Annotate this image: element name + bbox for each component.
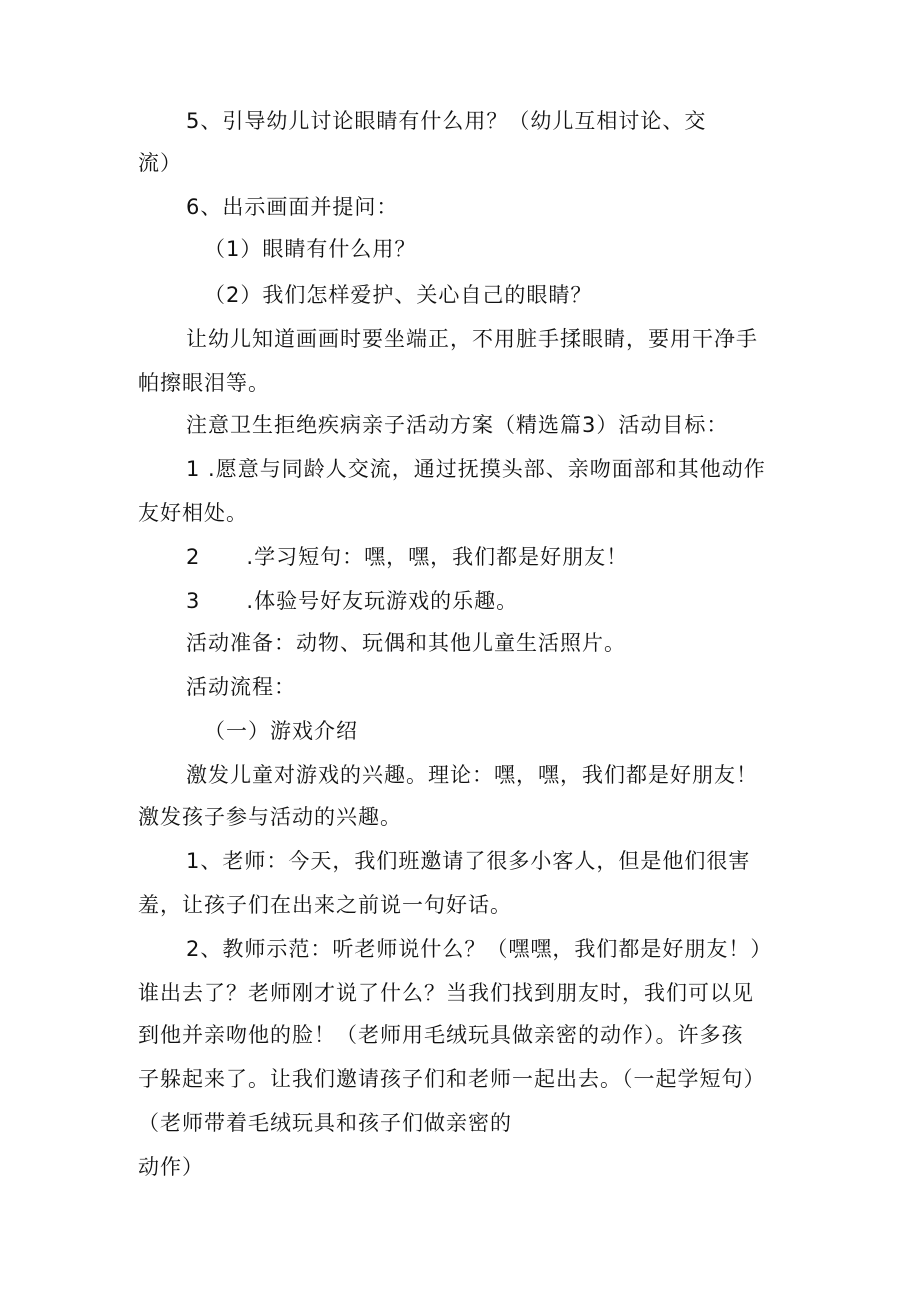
text-line: 动作） — [138, 1155, 204, 1179]
text-line: （老师带着毛绒玩具和孩子们做亲密的 — [138, 1111, 512, 1135]
text-line: 活动准备：动物、玩偶和其他儿童生活照片。 — [186, 631, 626, 655]
text-line: 注意卫生拒绝疾病亲子活动方案（精选篇3）活动目标： — [186, 413, 729, 437]
text-line: （2）我们怎样爱护、关心自己的眼睛？ — [204, 283, 593, 307]
text-line: （一）游戏介绍 — [204, 719, 358, 743]
text-line: 活动流程： — [186, 675, 296, 699]
text-line: 3 .体验号好友玩游戏的乐趣。 — [186, 589, 519, 613]
text-line: 友好相处。 — [138, 501, 248, 525]
text-line: 谁出去了？老师刚才说了什么？当我们找到朋友时，我们可以见 — [138, 981, 754, 1005]
text-line: 子躲起来了。让我们邀请孩子们和老师一起出去。（一起学短句） — [138, 1067, 766, 1091]
text-line: 帕擦眼泪等。 — [138, 371, 270, 395]
text-line: 激发儿童对游戏的兴趣。理论：嘿，嘿，我们都是好朋友！ — [186, 763, 758, 787]
text-line: 羞，让孩子们在出来之前说一句好话。 — [138, 893, 512, 917]
text-line: 1 .愿意与同龄人交流，通过抚摸头部、亲吻面部和其他动作 — [186, 457, 766, 481]
text-line: 5、引导幼儿讨论眼睛有什么用？（幼儿互相讨论、交 — [186, 109, 707, 133]
text-line: 流） — [138, 151, 182, 175]
text-line: 1、老师：今天，我们班邀请了很多小客人，但是他们很害 — [186, 849, 751, 873]
text-line: 激发孩子参与活动的兴趣。 — [138, 805, 402, 829]
text-line: 2 .学习短句：嘿，嘿，我们都是好朋友！ — [186, 545, 629, 569]
text-line: 2、教师示范：听老师说什么？（嘿嘿，我们都是好朋友！） — [186, 937, 773, 961]
text-line: 到他并亲吻他的脸！（老师用毛绒玩具做亲密的动作）。许多孩 — [138, 1023, 744, 1047]
text-line: 让幼儿知道画画时要坐端正，不用脏手揉眼睛，要用干净手 — [186, 327, 758, 351]
text-line: （1）眼睛有什么用？ — [204, 237, 417, 261]
text-line: 6、出示画面并提问： — [186, 195, 399, 219]
